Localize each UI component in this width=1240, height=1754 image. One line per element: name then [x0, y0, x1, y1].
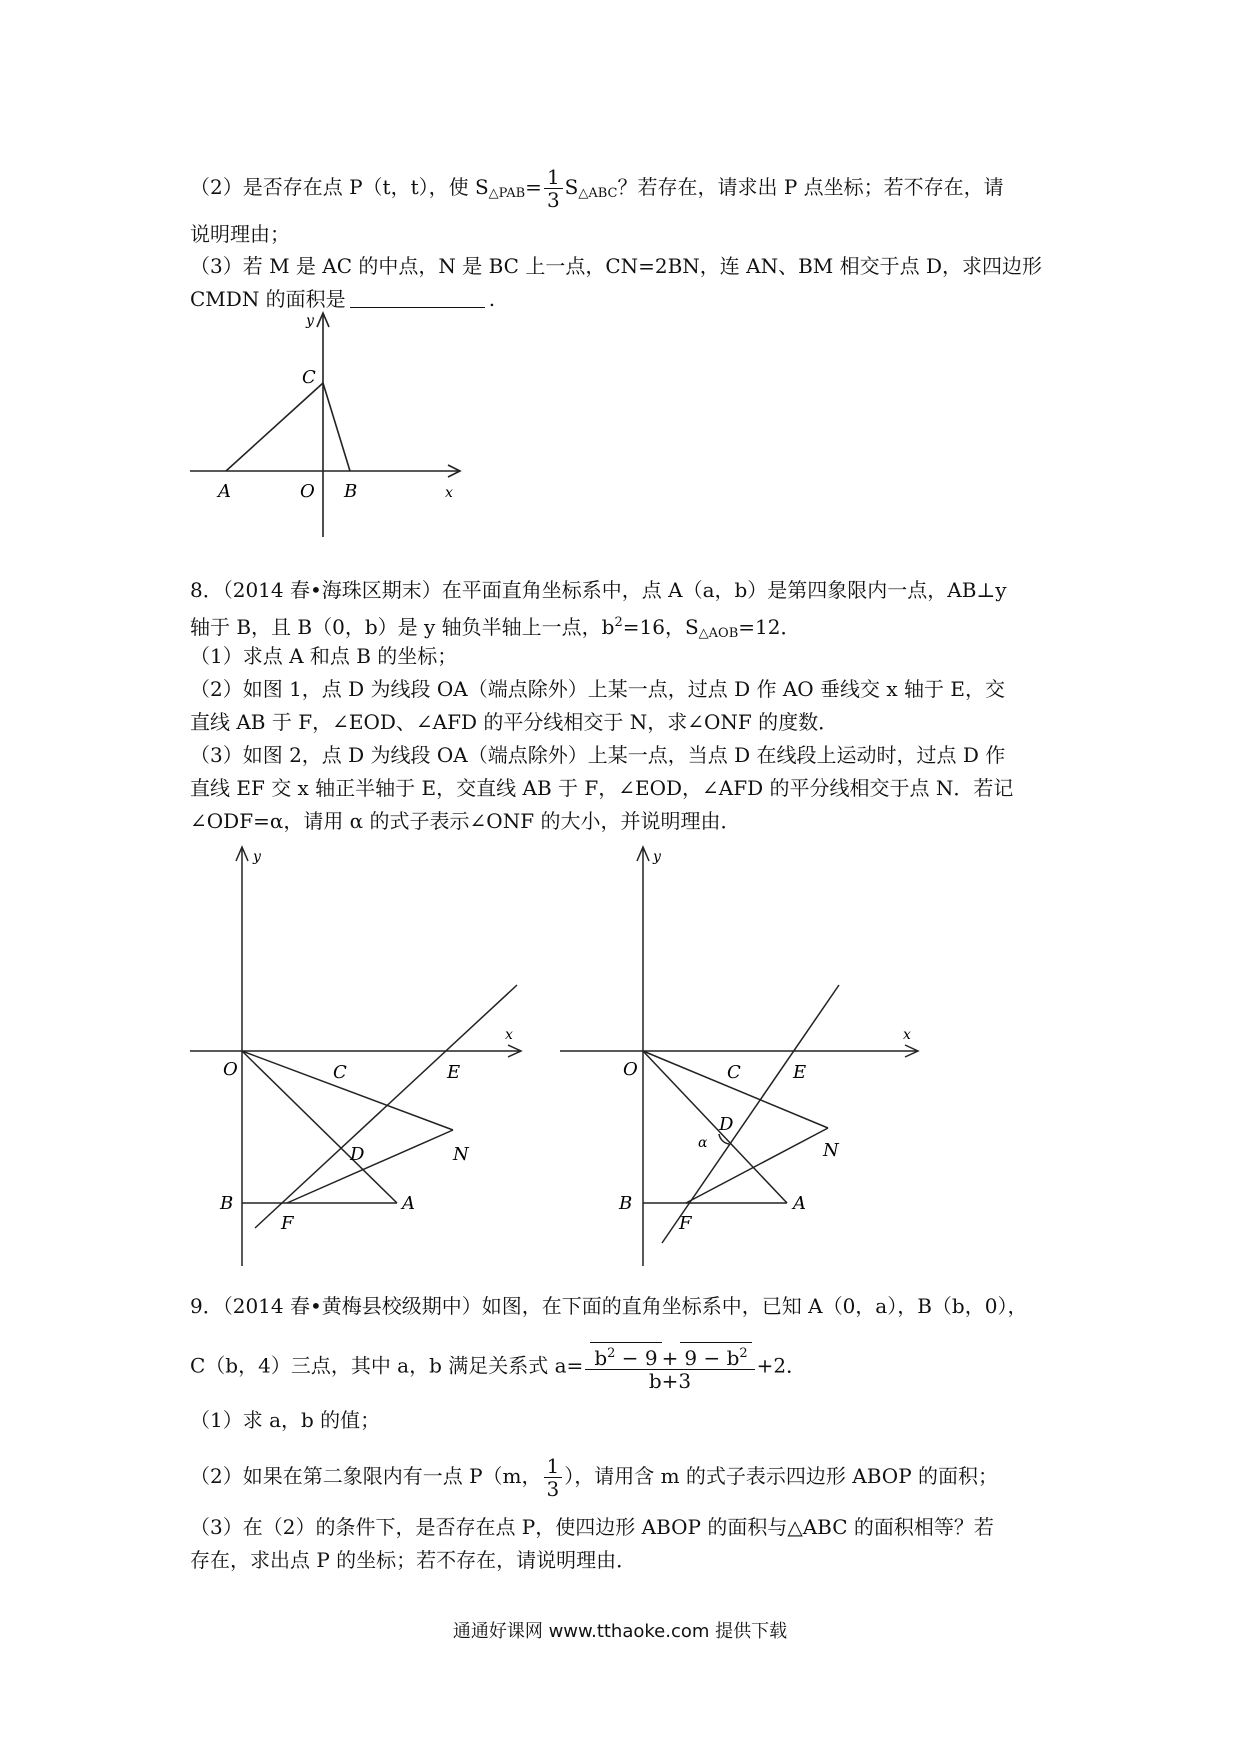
fig1-label-n: N [453, 1144, 469, 1165]
q9-line2 [190, 1342, 806, 1392]
fig1-segment-oa [242, 1051, 397, 1203]
fig1-label-o: O [223, 1059, 238, 1080]
q9-part3-line2: 存在，求出点 P 的坐标；若不存在，请说明理由． [190, 1548, 637, 1572]
fig1-label-y: y [253, 849, 261, 865]
footer-credit: 通通好课网 www.tthaoke.com 提供下载 [452, 1621, 788, 1642]
q9-part3-line1: （3）在（2）的条件下，是否存在点 P，使四边形 ABOP 的面积与△ABC 的面积相等？若 [190, 1515, 994, 1539]
q7-fraction [544, 166, 563, 211]
fig1-label-x: x [505, 1027, 513, 1043]
fig1-segment-fn [287, 1130, 453, 1203]
q9-sqrt-2 [680, 1342, 751, 1369]
q7-part2-post: ？若存在，请求出 P 点坐标；若不存在，请 [617, 175, 1004, 199]
q9-part1: （1）求 a，b 的值； [190, 1408, 381, 1432]
fig2-line-ef [662, 985, 839, 1243]
q9-line1: 9．（2014 春•黄梅县校级期中）如图，在下面的直角坐标系中，已知 A（0，a），B（b，0）， [190, 1294, 1028, 1318]
q9-sqrt1-base: b [594, 1346, 608, 1370]
q7-part3-text: CMDN 的面积是 [190, 287, 346, 311]
q8-part3-line3: ∠ODF=α，请用 α 的式子表示∠ONF 的大小，并说明理由． [190, 809, 741, 833]
fig2-label-b: B [619, 1193, 633, 1214]
q9-part2-post: ），请用含 m 的式子表示四边形 ABOP 的面积； [564, 1464, 999, 1488]
q9-line2-pre: C（b，4）三点，其中 a，b 满足关系式 a= [190, 1353, 584, 1378]
q9-plus: + [661, 1346, 679, 1370]
fig1-label-a: A [402, 1193, 415, 1214]
q7-part2-line1 [190, 166, 1004, 211]
fig1-segment-on [242, 1051, 453, 1130]
q8-sub: △AOB [698, 626, 739, 641]
q9-tail: +2． [756, 1353, 807, 1378]
fig2-label-c: C [727, 1062, 741, 1083]
q7-segment-cb [323, 383, 350, 471]
q9-sqrt1-sup: 2 [607, 1346, 616, 1361]
q8-figure-1 [185, 838, 525, 1268]
q9-part2-den: 3 [546, 1477, 560, 1501]
q7-eq: = [525, 175, 542, 199]
q9-sqrt1-post: − 9 [615, 1346, 658, 1370]
q7-segment-ac [226, 383, 323, 471]
q9-part2-pre: （2）如果在第二象限内有一点 P（m， [190, 1464, 542, 1488]
q8-line1: 8．（2014 春•海珠区期末）在平面直角坐标系中，点 A（a，b）是第四象限内一点，AB⊥y [190, 578, 1007, 602]
fig2-label-f: F [679, 1213, 692, 1234]
q9-part2-num: 1 [544, 1455, 563, 1478]
q7-frac-den: 3 [546, 188, 560, 212]
q8-line2-mid: =16，S [622, 615, 699, 639]
q7-label-o: O [300, 481, 315, 502]
q7-s: S [564, 175, 579, 199]
q9-sqrt2-sup: 2 [739, 1346, 748, 1361]
q9-fraction [585, 1342, 754, 1392]
q7-part2-line2: 说明理由； [190, 222, 290, 246]
q9-sqrt2-pre: 9 − b [684, 1346, 740, 1370]
q8-part1: （1）求点 A 和点 B 的坐标； [190, 644, 458, 668]
q7-figure [180, 305, 470, 545]
q7-label-y: y [306, 313, 314, 329]
q9-frac-den: b+3 [648, 1369, 692, 1393]
q7-frac-num: 1 [544, 166, 563, 189]
fig2-label-a: A [793, 1193, 806, 1214]
q7-part2-text: （2）是否存在点 P（t，t），使 S [190, 175, 489, 199]
fig1-label-c: C [333, 1062, 347, 1083]
q7-label-a: A [218, 481, 231, 502]
q8-line2-pre: 轴于 B，且 B（0，b）是 y 轴负半轴上一点，b [190, 615, 615, 639]
fig1-label-e: E [447, 1062, 461, 1083]
q7-label-x: x [445, 485, 453, 501]
q9-frac-num [585, 1342, 754, 1370]
fig2-label-d: D [719, 1114, 734, 1135]
fig1-label-d: D [350, 1144, 365, 1165]
q9-part2-fraction [544, 1455, 563, 1500]
q8-part2-line1: （2）如图 1，点 D 为线段 OA（端点除外）上某一点，过点 D 作 AO 垂线交 x 轴于 E，交 [190, 677, 1006, 701]
q7-sub-abc: △ABC [578, 186, 618, 201]
q8-figure-2 [555, 838, 925, 1268]
fig2-label-y: y [653, 849, 661, 865]
fig2-label-e: E [793, 1062, 807, 1083]
q7-label-c: C [302, 367, 316, 388]
q8-sup: 2 [614, 615, 623, 630]
fig2-label-o: O [623, 1059, 638, 1080]
q8-part2-line2: 直线 AB 于 F，∠EOD、∠AFD 的平分线相交于 N，求∠ONF 的度数． [190, 710, 839, 734]
q9-part2 [190, 1455, 998, 1500]
q7-label-b: B [344, 481, 358, 502]
q8-part3-line2: 直线 EF 交 x 轴正半轴于 E，交直线 AB 于 F，∠EOD，∠AFD 的平分线相交于点 N．若记 [190, 776, 1014, 800]
fig2-segment-oa [643, 1051, 787, 1203]
fig1-label-b: B [220, 1193, 234, 1214]
q9-sqrt-1 [590, 1342, 661, 1369]
q7-part3-line1: （3）若 M 是 AC 的中点，N 是 BC 上一点，CN=2BN，连 AN、BM 相交于点 D，求四边形 [190, 254, 1043, 278]
fig1-label-f: F [281, 1213, 294, 1234]
q8-line2-post: =12． [738, 615, 801, 639]
fig2-label-x: x [903, 1027, 911, 1043]
fig2-label-alpha: α [698, 1135, 708, 1151]
fig2-label-n: N [823, 1140, 839, 1161]
q7-part3-end: . [488, 287, 496, 311]
q7-sub-pab: △PAB [488, 186, 526, 201]
q8-part3-line1: （3）如图 2，点 D 为线段 OA（端点除外）上某一点，当点 D 在线段上运动时，过点 D 作 [190, 743, 1006, 767]
